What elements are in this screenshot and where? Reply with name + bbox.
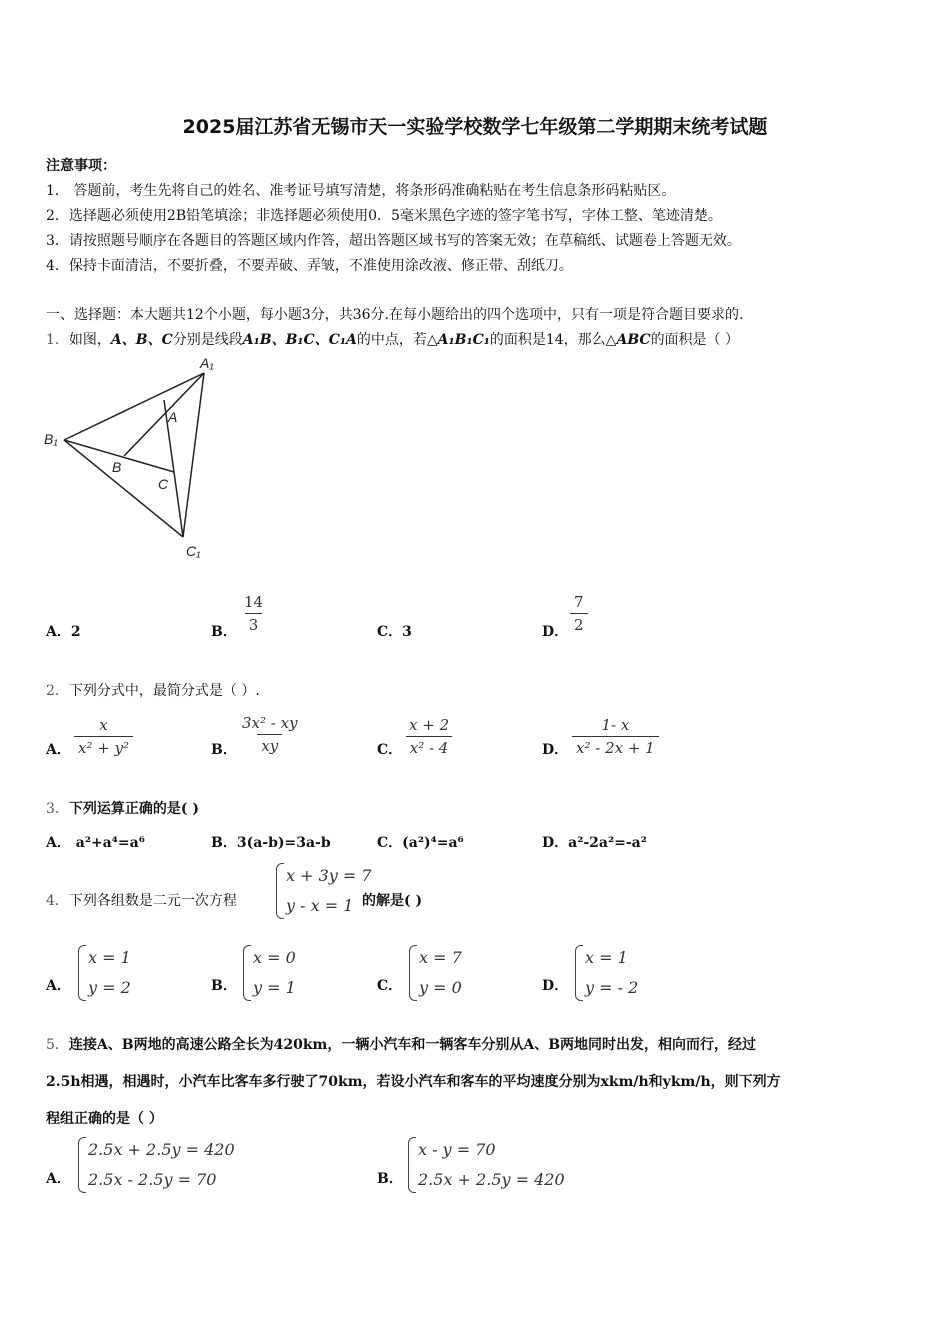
triangle-figure (40, 352, 240, 567)
q2-option-c-fraction[interactable]: $\frac{x + 2}{\text{x² - 4}}$ (405, 716, 453, 757)
question-1 (46, 329, 739, 349)
q1-text: 的面积是（ ） (650, 332, 740, 348)
q2-option-b-label[interactable]: B． (211, 742, 237, 758)
q1-option-b-label[interactable]: B． (211, 624, 237, 640)
question-number: 4． (46, 893, 69, 909)
q3-option-d[interactable]: D．a²-2a²=-a² (542, 835, 647, 851)
q1-text: 的面积是14，那么△ (489, 332, 617, 348)
section-heading: 一、选择题：本大题共12个小题，每小题3分，共36分.在每小题给出的四个选项中，只有一项是符合题目要求的. (46, 307, 744, 323)
question-5-line1 (46, 1034, 756, 1054)
q3-option-c[interactable]: C．(a²)⁴=a⁶ (377, 835, 464, 851)
q1-triangle: A₁B₁C₁ (437, 332, 490, 348)
q4-option-b-system[interactable]: x = 0 y = 1 (243, 943, 296, 1003)
q1-segments: A₁B、B₁C、C₁A (242, 332, 357, 348)
q4-option-a-label[interactable]: A． (46, 978, 71, 994)
q5-text: 连接A、B两地的高速公路全长为420km，一辆小汽车和一辆客车分别从A、B两地同时出发，相向而行，经过 (68, 1037, 757, 1053)
q4-option-b-label[interactable]: B． (211, 978, 237, 994)
q1-option-a[interactable]: A．2 (46, 624, 81, 640)
q1-option-c[interactable]: C．3 (377, 624, 412, 640)
notice-heading: 注意事项： (46, 158, 116, 174)
q4-option-d-system[interactable]: x = 1 y = - 2 (575, 943, 638, 1003)
q2-option-a-label[interactable]: A． (46, 742, 71, 758)
segment-a1c1 (183, 373, 204, 537)
question-3 (46, 798, 199, 818)
q2-option-d-label[interactable]: D． (542, 742, 569, 758)
q2-option-b-fraction[interactable]: $\frac{\text{3x² - xy}}{xy}$ (242, 714, 298, 755)
question-5-line2: 2.5h相遇，相遇时，小汽车比客车多行驶了70km，若设小汽车和客车的平均速度分别为xkm/h和ykm/h，则下列方 (46, 1074, 781, 1090)
notice-item: 3．请按照题号顺序在各题目的答题区域内作答，超出答题区域书写的答案无效；在草稿纸、试题卷上答题无效。 (46, 233, 741, 249)
question-4-lead (46, 890, 237, 910)
label-c1: C₁ (186, 543, 201, 559)
question-2 (46, 680, 260, 700)
q5-option-b-label[interactable]: B． (377, 1171, 403, 1187)
page-title: 2025届江苏省无锡市天一实验学校数学七年级第二学期期末统考试题 (182, 116, 768, 138)
q1-text: 分别是线段 (172, 332, 243, 348)
q4-option-d-label[interactable]: D． (542, 978, 569, 994)
q1-text: 的中点，若△ (356, 332, 438, 348)
q1-text: 如图， (68, 332, 111, 348)
q3-option-a[interactable]: A． a²+a⁴=a⁶ (46, 835, 145, 851)
q2-text: 下列分式中，最简分式是（ ）. (68, 683, 260, 699)
q1-option-d-label[interactable]: D． (542, 624, 569, 640)
label-b: B (112, 459, 122, 475)
notice-item: 2．选择题必须使用2B铅笔填涂；非选择题必须使用0．5毫米黑色字迹的签字笔书写，字体工整、笔迹清楚。 (46, 208, 722, 224)
notice-item: 1． 答题前，考生先将自己的姓名、准考证号填写清楚，将条形码准确粘贴在考生信息条形码粘贴区。 (46, 183, 676, 199)
segment-a1b (124, 373, 204, 456)
q1-points: A、B、C (110, 332, 173, 348)
q2-option-d-fraction[interactable]: $\frac{1- x}{\text{x² - 2x + 1}}$ (572, 716, 659, 757)
q2-option-c-label[interactable]: C． (377, 742, 403, 758)
label-c: C (158, 476, 169, 492)
q5-option-b-system[interactable]: x - y = 70 2.5x + 2.5y = 420 (408, 1135, 565, 1195)
q4-option-a-system[interactable]: x = 1 y = 2 (78, 943, 131, 1003)
segment-a1b1 (64, 373, 204, 440)
q4-text: 的解是( ) (362, 893, 423, 909)
q2-option-a-fraction[interactable]: $\frac{x}{\text{x² + y²}}$ (74, 716, 133, 757)
question-number: 5． (46, 1037, 69, 1053)
q4-equation-system: x + 3y = 7 y - x = 1 (276, 861, 372, 921)
q3-text: 下列运算正确的是( ) (68, 801, 200, 817)
label-b1: B₁ (44, 431, 58, 447)
q5-option-a-label[interactable]: A． (46, 1171, 71, 1187)
q5-option-a-system[interactable]: 2.5x + 2.5y = 420 2.5x - 2.5y = 70 (78, 1135, 235, 1195)
notice-item: 4．保持卡面清洁，不要折叠，不要弄破、弄皱，不准使用涂改液、修正带、刮纸刀。 (46, 258, 573, 274)
question-number: 3． (46, 801, 69, 817)
q4-text: 下列各组数是二元一次方程 (68, 893, 237, 909)
q1-triangle: ABC (616, 332, 651, 348)
q1-option-b-fraction[interactable]: $\frac{14}{3}$ (244, 593, 264, 634)
label-a: A (168, 409, 178, 425)
question-number: 1． (46, 332, 69, 348)
question-number: 2． (46, 683, 69, 699)
q3-option-b[interactable]: B．3(a-b)=3a-b (211, 835, 331, 851)
question-5-line3: 程组正确的是（ ） (46, 1111, 163, 1127)
q4-option-c-label[interactable]: C． (377, 978, 403, 994)
q4-option-c-system[interactable]: x = 7 y = 0 (409, 943, 462, 1003)
q1-option-d-fraction[interactable]: $\frac{7}{2}$ (570, 593, 588, 634)
label-a1: A₁ (200, 355, 214, 371)
